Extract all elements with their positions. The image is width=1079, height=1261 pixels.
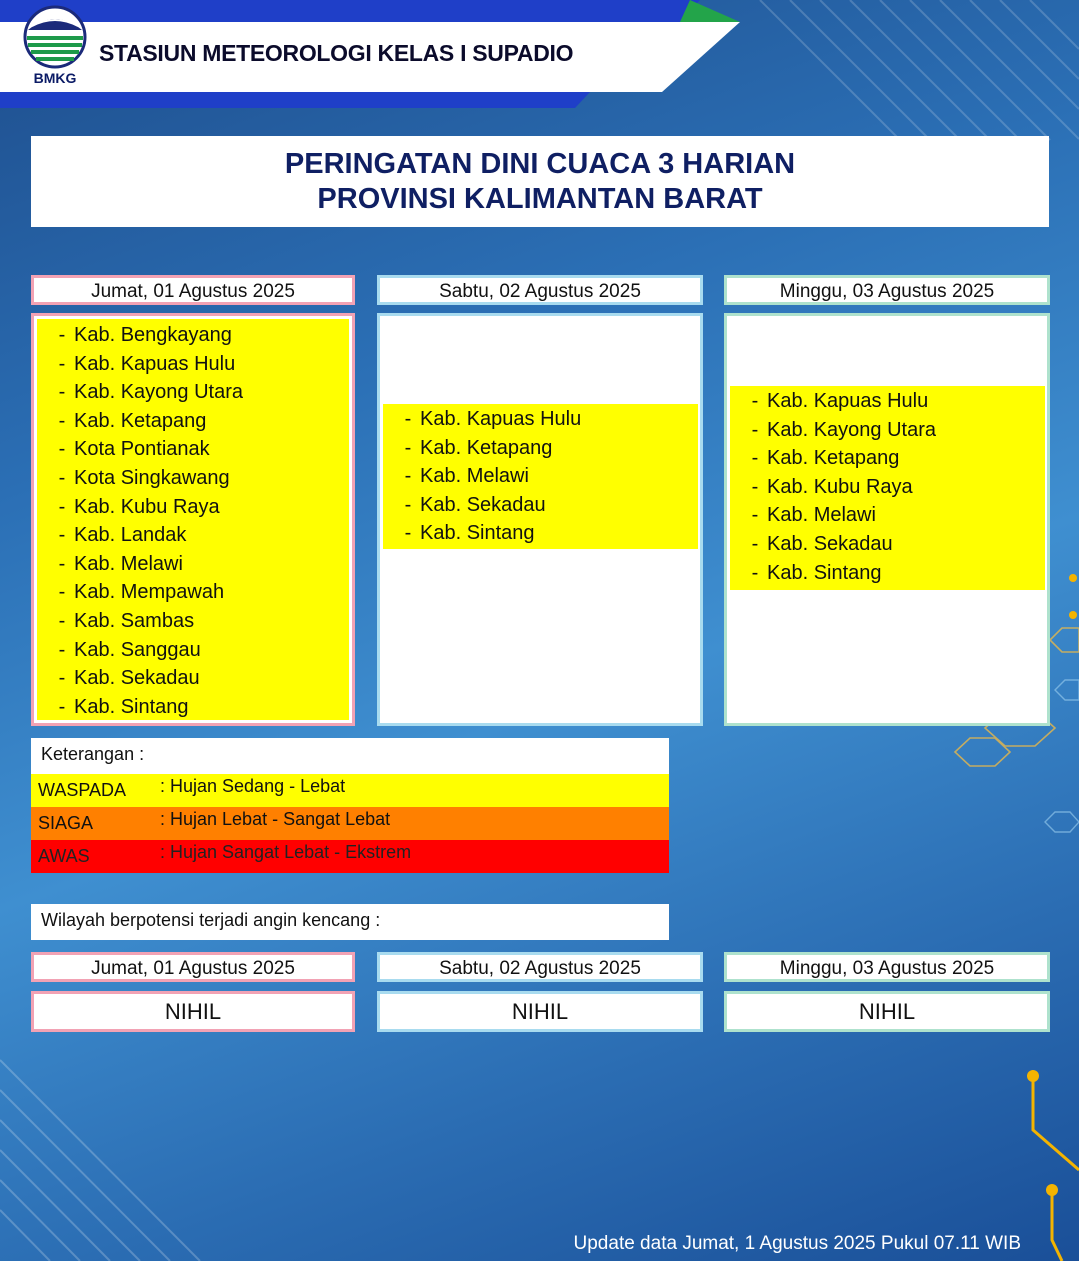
legend-heading: Keterangan : <box>31 738 669 774</box>
area-list-item <box>746 559 1045 588</box>
day-3-warning-box <box>724 313 1050 726</box>
area-name: Kota Pontianak <box>74 438 210 461</box>
area-name: Kab. Bengkayang <box>74 324 232 346</box>
area-list-item <box>53 378 349 407</box>
legend-desc: : Hujan Sedang - Lebat <box>160 776 346 796</box>
title-line-1: PERINGATAN DINI CUACA 3 HARIAN <box>284 148 796 180</box>
day-3-area-list <box>730 386 1045 587</box>
list-dash: - <box>404 408 412 430</box>
list-dash: - <box>404 493 412 516</box>
wind-day-1-value: NIHIL <box>31 991 355 1032</box>
area-name: Kab. Ketapang <box>420 436 553 459</box>
area-name: Kab. Sintang <box>74 695 189 718</box>
area-list-item <box>746 387 1045 416</box>
area-list-item <box>746 444 1045 473</box>
list-dash: - <box>58 638 66 661</box>
area-name: Kab. Sintang <box>767 561 882 584</box>
area-name: Kab. Ketapang <box>74 409 207 432</box>
area-name: Kab. Melawi <box>74 552 183 575</box>
area-list-item <box>399 434 698 463</box>
area-list-item <box>53 664 349 693</box>
area-list-item <box>53 636 349 665</box>
bmkg-logo <box>18 4 92 88</box>
area-list-item <box>53 493 349 522</box>
legend-desc: : Hujan Lebat - Sangat Lebat <box>160 809 391 829</box>
area-name: Kab. Kubu Raya <box>767 475 913 498</box>
list-dash: - <box>58 324 66 346</box>
area-name: Kab. Sambas <box>74 609 195 632</box>
day-1-waspada-highlight <box>37 319 349 720</box>
wind-day-3-value: NIHIL <box>724 991 1050 1032</box>
list-dash: - <box>404 465 412 488</box>
legend-level: SIAGA <box>38 813 94 833</box>
area-name: Kab. Kayong Utara <box>767 418 936 441</box>
area-list-item <box>53 321 349 350</box>
area-list-item <box>53 435 349 464</box>
area-name: Kab. Kapuas Hulu <box>420 408 582 430</box>
area-list-item <box>53 407 349 436</box>
area-name: Kab. Sekadau <box>420 493 546 516</box>
logo-text: BMKG <box>33 70 77 86</box>
area-list-item <box>53 464 349 493</box>
list-dash: - <box>58 695 66 718</box>
area-list-item <box>53 350 349 379</box>
list-dash: - <box>751 418 759 441</box>
list-dash: - <box>58 381 66 404</box>
day-1-date: Jumat, 01 Agustus 2025 <box>31 275 355 305</box>
update-timestamp: Update data Jumat, 1 Agustus 2025 Pukul 07.11 WIB <box>573 1233 1021 1254</box>
bmkg-logo-icon <box>18 4 92 70</box>
list-dash: - <box>58 352 66 375</box>
legend-row-siaga <box>31 807 669 840</box>
list-dash: - <box>404 436 412 459</box>
list-dash: - <box>58 667 66 690</box>
legend-row-awas <box>31 840 669 873</box>
wind-day-3-date: Minggu, 03 Agustus 2025 <box>724 952 1050 982</box>
area-list-item <box>53 550 349 579</box>
list-dash: - <box>58 609 66 632</box>
area-list-item <box>399 519 698 548</box>
area-name: Kab. Melawi <box>767 504 876 527</box>
list-dash: - <box>751 390 759 412</box>
list-dash: - <box>751 447 759 470</box>
day-3-date: Minggu, 03 Agustus 2025 <box>724 275 1050 305</box>
area-name: Kab. Kapuas Hulu <box>767 390 929 412</box>
day-2-date: Sabtu, 02 Agustus 2025 <box>377 275 703 305</box>
area-name: Kab. Sekadau <box>74 667 200 690</box>
list-dash: - <box>58 552 66 575</box>
area-name: Kab. Landak <box>74 524 187 547</box>
area-list-item <box>399 491 698 520</box>
wind-day-2-date: Sabtu, 02 Agustus 2025 <box>377 952 703 982</box>
area-list-item <box>746 416 1045 445</box>
day-2-warning-box <box>377 313 703 726</box>
legend-desc: : Hujan Sangat Lebat - Ekstrem <box>160 842 412 862</box>
day-1-warning-box <box>31 313 355 726</box>
day-2-area-list <box>383 404 698 548</box>
area-list-item <box>53 521 349 550</box>
list-dash: - <box>751 504 759 527</box>
list-dash: - <box>58 409 66 432</box>
title-line-2: PROVINSI KALIMANTAN BARAT <box>317 183 763 215</box>
legend-level: AWAS <box>38 846 90 866</box>
legend-level: WASPADA <box>38 780 127 800</box>
area-list-item <box>746 473 1045 502</box>
area-name: Kab. Sanggau <box>74 638 201 661</box>
area-list-item <box>746 501 1045 530</box>
day-2-waspada-highlight <box>383 404 698 549</box>
list-dash: - <box>58 495 66 518</box>
area-list-item <box>746 530 1045 559</box>
area-name: Kab. Ketapang <box>767 447 900 470</box>
area-list-item <box>53 578 349 607</box>
area-name: Kab. Kubu Raya <box>74 495 220 518</box>
wind-day-2-value: NIHIL <box>377 991 703 1032</box>
area-list-item <box>53 607 349 636</box>
list-dash: - <box>58 438 66 461</box>
area-list-item <box>399 462 698 491</box>
title-box <box>31 136 1049 227</box>
area-name: Kab. Melawi <box>420 465 529 488</box>
day-1-area-list <box>37 319 349 721</box>
area-name: Kab. Kapuas Hulu <box>74 352 236 375</box>
legend-row-waspada <box>31 774 669 807</box>
list-dash: - <box>58 466 66 489</box>
area-name: Kab. Sintang <box>420 522 535 545</box>
wind-day-1-date: Jumat, 01 Agustus 2025 <box>31 952 355 982</box>
list-dash: - <box>751 532 759 555</box>
area-list-item <box>399 405 698 434</box>
wind-label: Wilayah berpotensi terjadi angin kencang : <box>31 904 669 940</box>
list-dash: - <box>58 524 66 547</box>
area-name: Kab. Kayong Utara <box>74 381 243 404</box>
area-name: Kab. Mempawah <box>74 581 225 604</box>
list-dash: - <box>58 581 66 604</box>
list-dash: - <box>751 475 759 498</box>
area-name: Kab. Sekadau <box>767 532 893 555</box>
area-name: Kota Singkawang <box>74 466 230 489</box>
list-dash: - <box>404 522 412 545</box>
station-name: STASIUN METEOROLOGI KELAS I SUPADIO <box>99 40 574 66</box>
area-list-item <box>53 693 349 722</box>
day-3-waspada-highlight <box>730 386 1045 590</box>
list-dash: - <box>751 561 759 584</box>
